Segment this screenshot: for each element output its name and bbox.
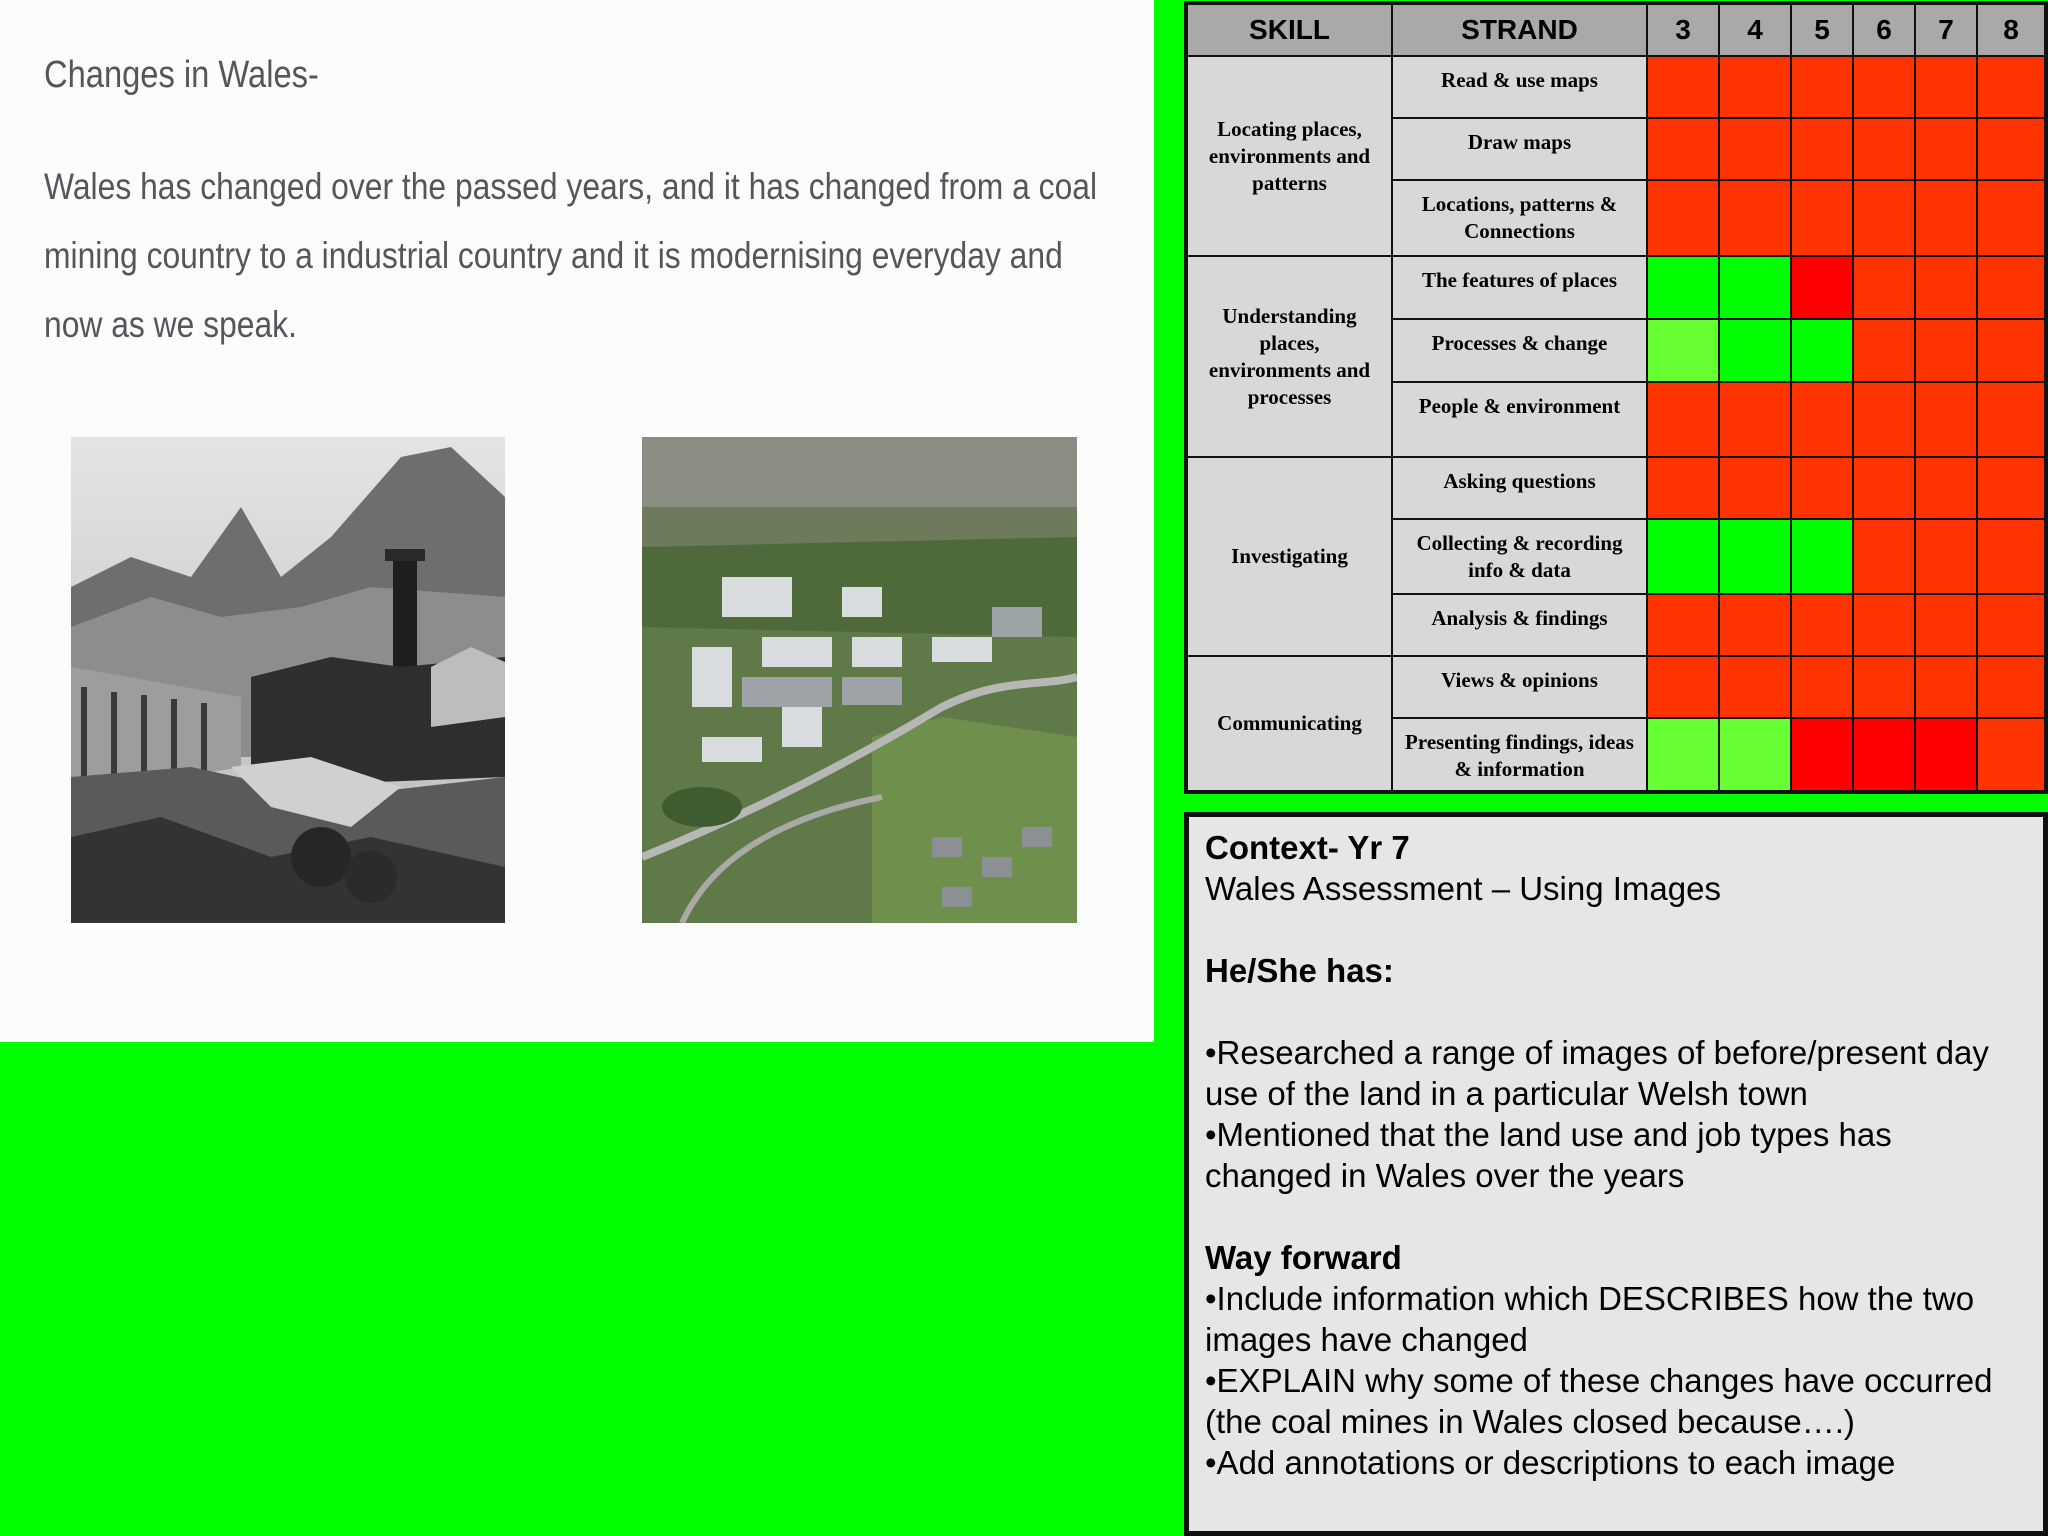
header-skill: SKILL bbox=[1186, 3, 1392, 56]
level-cell-5 bbox=[1791, 594, 1853, 656]
strand-cell: Presenting findings, ideas & information bbox=[1392, 718, 1647, 792]
achievement-point: •Mentioned that the land use and job types has changed in Wales over the years bbox=[1205, 1116, 1892, 1194]
strand-cell: Analysis & findings bbox=[1392, 594, 1647, 656]
level-cell-5 bbox=[1791, 256, 1853, 319]
level-cell-4 bbox=[1719, 118, 1791, 180]
header-level-5: 5 bbox=[1791, 3, 1853, 56]
level-cell-8 bbox=[1977, 319, 2046, 382]
skill-cell: Understanding places, environments and processes bbox=[1186, 256, 1392, 457]
level-cell-5 bbox=[1791, 382, 1853, 457]
level-cell-6 bbox=[1853, 457, 1915, 519]
strand-cell: Read & use maps bbox=[1392, 56, 1647, 118]
level-cell-5 bbox=[1791, 718, 1853, 792]
level-cell-5 bbox=[1791, 56, 1853, 118]
strand-cell: People & environment bbox=[1392, 382, 1647, 457]
level-cell-8 bbox=[1977, 118, 2046, 180]
achievement-point: •Researched a range of images of before/present day use of the land in a particular Welsh town bbox=[1205, 1034, 1989, 1112]
header-level-6: 6 bbox=[1853, 3, 1915, 56]
level-cell-6 bbox=[1853, 56, 1915, 118]
level-cell-8 bbox=[1977, 382, 2046, 457]
level-cell-3 bbox=[1647, 519, 1719, 594]
level-cell-8 bbox=[1977, 519, 2046, 594]
level-cell-8 bbox=[1977, 56, 2046, 118]
level-cell-6 bbox=[1853, 319, 1915, 382]
level-cell-5 bbox=[1791, 319, 1853, 382]
level-cell-7 bbox=[1915, 718, 1977, 792]
header-strand: STRAND bbox=[1392, 3, 1647, 56]
level-cell-6 bbox=[1853, 594, 1915, 656]
strand-cell: Processes & change bbox=[1392, 319, 1647, 382]
level-cell-7 bbox=[1915, 656, 1977, 718]
level-cell-6 bbox=[1853, 519, 1915, 594]
work-title: Changes in Wales- bbox=[44, 54, 319, 96]
level-cell-8 bbox=[1977, 256, 2046, 319]
skills-assessment-grid bbox=[1184, 1, 2048, 794]
context-heading: Context- Yr 7 bbox=[1205, 829, 1410, 866]
teacher-comment-panel bbox=[1184, 812, 2048, 1536]
level-cell-3 bbox=[1647, 118, 1719, 180]
level-cell-8 bbox=[1977, 594, 2046, 656]
way-forward-point: •EXPLAIN why some of these changes have occurred (the coal mines in Wales closed because….) bbox=[1205, 1362, 1993, 1440]
level-cell-3 bbox=[1647, 319, 1719, 382]
grid-row bbox=[1186, 256, 2046, 319]
level-cell-6 bbox=[1853, 256, 1915, 319]
grid-row bbox=[1186, 56, 2046, 118]
strand-cell: Draw maps bbox=[1392, 118, 1647, 180]
skill-cell: Locating places, environments and patterns bbox=[1186, 56, 1392, 256]
grid-row bbox=[1186, 457, 2046, 519]
level-cell-7 bbox=[1915, 457, 1977, 519]
level-cell-6 bbox=[1853, 718, 1915, 792]
level-cell-4 bbox=[1719, 319, 1791, 382]
strand-cell: Collecting & recording info & data bbox=[1392, 519, 1647, 594]
modern-industrial-estate-photo bbox=[642, 437, 1077, 923]
old-mining-town-photo bbox=[71, 437, 505, 923]
level-cell-4 bbox=[1719, 256, 1791, 319]
level-cell-5 bbox=[1791, 457, 1853, 519]
level-cell-5 bbox=[1791, 118, 1853, 180]
level-cell-7 bbox=[1915, 256, 1977, 319]
level-cell-7 bbox=[1915, 319, 1977, 382]
level-cell-3 bbox=[1647, 656, 1719, 718]
level-cell-3 bbox=[1647, 256, 1719, 319]
level-cell-3 bbox=[1647, 180, 1719, 256]
strand-cell: Asking questions bbox=[1392, 457, 1647, 519]
level-cell-3 bbox=[1647, 457, 1719, 519]
achievements-heading: He/She has: bbox=[1205, 952, 1394, 989]
way-forward-point: •Add annotations or descriptions to each image bbox=[1205, 1444, 1896, 1481]
header-level-7: 7 bbox=[1915, 3, 1977, 56]
strand-cell: The features of places bbox=[1392, 256, 1647, 319]
level-cell-4 bbox=[1719, 56, 1791, 118]
grid-row bbox=[1186, 656, 2046, 718]
level-cell-6 bbox=[1853, 382, 1915, 457]
level-cell-8 bbox=[1977, 180, 2046, 256]
level-cell-3 bbox=[1647, 594, 1719, 656]
level-cell-8 bbox=[1977, 656, 2046, 718]
way-forward-point: •Include information which DESCRIBES how the two images have changed bbox=[1205, 1280, 1975, 1358]
level-cell-7 bbox=[1915, 56, 1977, 118]
level-cell-4 bbox=[1719, 656, 1791, 718]
level-cell-4 bbox=[1719, 457, 1791, 519]
level-cell-7 bbox=[1915, 180, 1977, 256]
header-level-3: 3 bbox=[1647, 3, 1719, 56]
level-cell-4 bbox=[1719, 519, 1791, 594]
level-cell-7 bbox=[1915, 118, 1977, 180]
level-cell-4 bbox=[1719, 180, 1791, 256]
work-body-text: Wales has changed over the passed years, and it has changed from a coal mining country to a industrial country and it is modernising everyday and now as we speak. bbox=[44, 166, 1098, 345]
level-cell-6 bbox=[1853, 180, 1915, 256]
header-level-8: 8 bbox=[1977, 3, 2046, 56]
level-cell-4 bbox=[1719, 718, 1791, 792]
context-subtitle: Wales Assessment – Using Images bbox=[1205, 870, 1721, 907]
skill-cell: Communicating bbox=[1186, 656, 1392, 792]
strand-cell: Views & opinions bbox=[1392, 656, 1647, 718]
level-cell-7 bbox=[1915, 519, 1977, 594]
level-cell-8 bbox=[1977, 457, 2046, 519]
level-cell-5 bbox=[1791, 656, 1853, 718]
strand-cell: Locations, patterns & Connections bbox=[1392, 180, 1647, 256]
level-cell-3 bbox=[1647, 56, 1719, 118]
level-cell-4 bbox=[1719, 382, 1791, 457]
level-cell-4 bbox=[1719, 594, 1791, 656]
level-cell-6 bbox=[1853, 656, 1915, 718]
level-cell-3 bbox=[1647, 718, 1719, 792]
level-cell-5 bbox=[1791, 180, 1853, 256]
header-level-4: 4 bbox=[1719, 3, 1791, 56]
level-cell-7 bbox=[1915, 594, 1977, 656]
grid-header-row bbox=[1186, 3, 2046, 56]
way-forward-heading: Way forward bbox=[1205, 1239, 1402, 1276]
skill-cell: Investigating bbox=[1186, 457, 1392, 656]
level-cell-3 bbox=[1647, 382, 1719, 457]
student-work-sample bbox=[0, 0, 1154, 1042]
level-cell-7 bbox=[1915, 382, 1977, 457]
level-cell-8 bbox=[1977, 718, 2046, 792]
level-cell-6 bbox=[1853, 118, 1915, 180]
level-cell-5 bbox=[1791, 519, 1853, 594]
